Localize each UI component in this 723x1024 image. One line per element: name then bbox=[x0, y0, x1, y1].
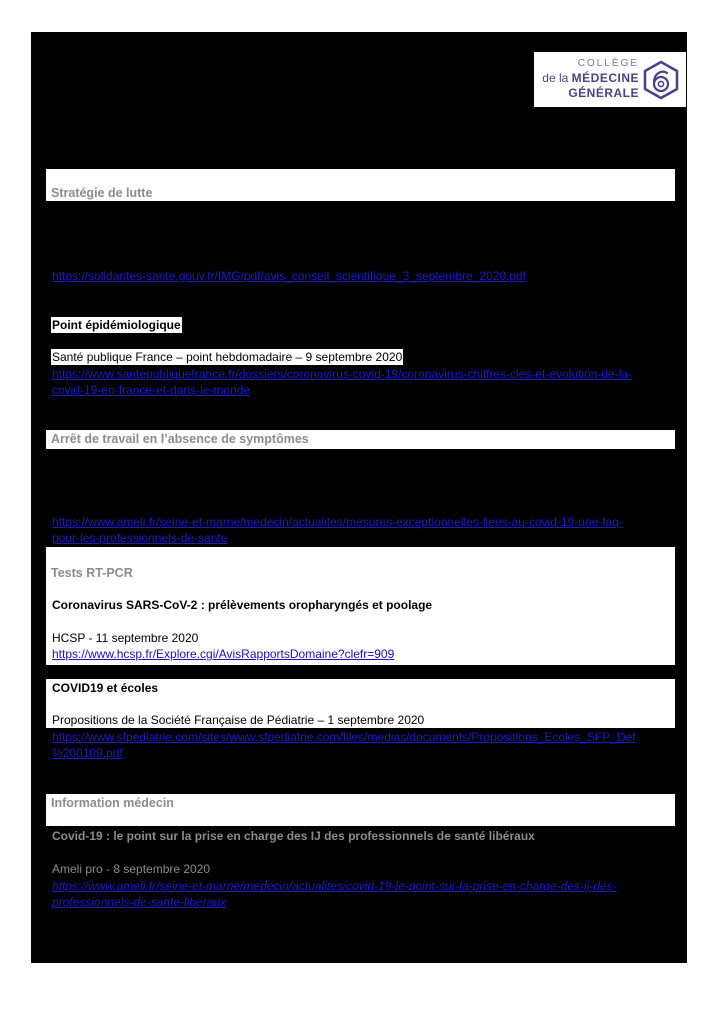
link-avis-conseil-scientifique[interactable]: https://solidarites-sante.gouv.fr/IMG/pdf/avis_conseil_scientifique_3_septembre_2020.pdf bbox=[52, 269, 527, 283]
link-spf-line2[interactable]: covid-19-en-france-et-dans-le-monde bbox=[52, 383, 251, 397]
college-medecine-generale-logo bbox=[534, 52, 686, 107]
section-header-arret bbox=[46, 430, 675, 449]
link-ameli-ij-line1[interactable]: https://www.ameli.fr/seine-et-marne/medecin/actualites/covid-19-le-point-sur-la-prise-en-charge-des-ij-des- bbox=[52, 879, 617, 893]
source-sante-publique-france: Santé publique France – point hebdomadaire – 9 septembre 2020 bbox=[52, 350, 403, 364]
link-ameli-faq-line1[interactable]: https://www.ameli.fr/seine-et-marne/medecin/actualites/mesures-exceptionnelles-liees-au-covid-19-une-faq- bbox=[52, 515, 623, 529]
title-ij-professionnels: Covid-19 : le point sur la prise en charge des IJ des professionnels de santé libéraux bbox=[52, 829, 535, 843]
cmg-hexagon-icon bbox=[641, 59, 681, 101]
link-spf-line1[interactable]: https://www.santepubliquefrance.fr/dossiers/coronavirus-covid-19/coronavirus-chiffres-cles-et-evolution-de-la- bbox=[52, 367, 633, 381]
heading-strategie: Stratégie de lutte bbox=[51, 186, 153, 200]
logo-line-medecine bbox=[542, 71, 639, 85]
link-ameli-ij-line2[interactable]: professionnels-de-sante-liberaux bbox=[52, 895, 227, 909]
link-sfp-line2[interactable]: %200109.pdf bbox=[52, 746, 123, 760]
link-sfp-line1[interactable]: https://www.sfpediatrie.com/sites/www.sfpediatrie.com/files/medias/documents/Propositions_Ecoles_SFP_Def bbox=[52, 730, 636, 744]
heading-covid-ecoles: COVID19 et écoles bbox=[52, 681, 159, 695]
logo-line-generale: GÉNÉRALE bbox=[568, 86, 639, 100]
title-prelevements: Coronavirus SARS-CoV-2 : prélèvements oropharyngés et poolage bbox=[52, 598, 433, 612]
source-sfp: Propositions de la Société Française de Pédiatrie – 1 septembre 2020 bbox=[52, 713, 425, 727]
heading-point-epidemiologique: Point épidémiologique bbox=[52, 318, 181, 332]
heading-tests-rtpcr: Tests RT-PCR bbox=[51, 566, 133, 580]
logo-medecine: MÉDECINE bbox=[571, 71, 639, 85]
logo-prefix: de la bbox=[542, 71, 569, 85]
heading-information-medecin: Information médecin bbox=[51, 796, 174, 810]
source-hcsp: HCSP - 11 septembre 2020 bbox=[52, 631, 199, 645]
source-ameli-pro: Ameli pro - 8 septembre 2020 bbox=[52, 862, 211, 876]
heading-arret-travail: Arrêt de travail en l’absence de symptômes bbox=[51, 432, 309, 446]
section-header-info bbox=[46, 794, 675, 826]
section-header-strategie bbox=[46, 169, 675, 201]
link-ameli-faq-line2[interactable]: pour-les-professionnels-de-sante bbox=[52, 531, 228, 545]
logo-line-college: COLLÈGE bbox=[577, 58, 639, 69]
link-hcsp[interactable]: https://www.hcsp.fr/Explore.cgi/AvisRapportsDomaine?clefr=909 bbox=[52, 647, 395, 661]
